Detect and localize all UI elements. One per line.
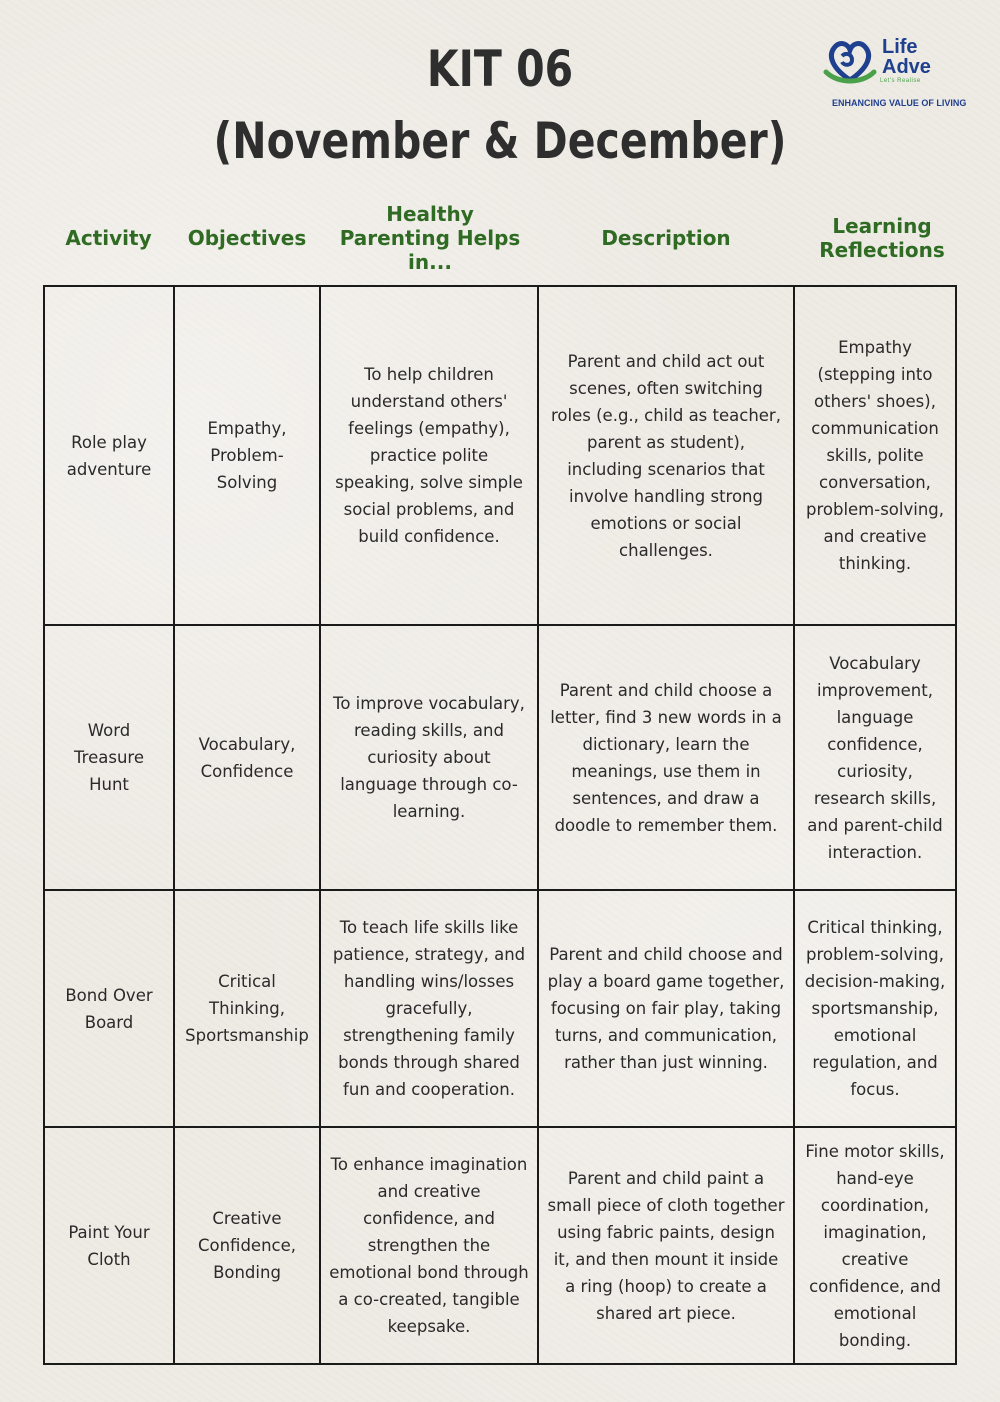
- cell-activity: Bond Over Board: [65, 985, 153, 1032]
- cell-reflections: Vocabulary improvement, language confidence, curiosity, research skills, and parent-child interaction.: [807, 653, 943, 862]
- cell-objectives: Creative Confidence, Bonding: [197, 1209, 297, 1282]
- cell-objectives: Vocabulary, Confidence: [198, 734, 296, 781]
- cell-description: Parent and child choose a letter, find 3 new words in a dictionary, learn the meanings, use them in sentences, and draw a doodle to remember them.: [550, 680, 782, 835]
- page-subtitle: (November & December): [213, 112, 787, 170]
- cell-helps: To teach life skills like patience, strategy, and handling wins/losses gracefully, strengthening family bonds through shared fun and cooperation.: [332, 918, 526, 1099]
- header-objectives: Objectives: [187, 226, 307, 250]
- header-activity: Activity: [65, 226, 152, 250]
- cell-helps: To help children understand others' feelings (empathy), practice polite speaking, solve simple social problems, and build confidence.: [335, 365, 523, 546]
- cell-description: Parent and child act out scenes, often switching roles (e.g., child as teacher, parent as student), including scenarios that involve handling strong emotions or social challenges.: [551, 351, 781, 560]
- brand-logo: [822, 34, 982, 114]
- cell-objectives: Critical Thinking, Sportsmanship: [185, 972, 309, 1045]
- cell-reflections: Critical thinking, problem-solving, decision-making, sportsmanship, emotional regulation, and focus.: [804, 918, 946, 1099]
- logo-text-line1: Life: [882, 36, 918, 58]
- cell-description: Parent and child choose and play a board game together, focusing on fair play, taking turns, and communication, rather than just winning.: [547, 945, 785, 1072]
- page-title: KIT 06: [426, 40, 574, 98]
- cell-reflections: Fine motor skills, hand-eye coordination, imagination, creative confidence, and emotional bonding.: [805, 1141, 945, 1350]
- logo-text-line2: Adve: [882, 56, 931, 78]
- logo-subtitle: ENHANCING VALUE OF LIVING: [832, 98, 967, 108]
- cell-helps: To enhance imagination and creative confidence, and strengthen the emotional bond through a co-created, tangible keepsake.: [329, 1155, 529, 1336]
- cell-helps: To improve vocabulary, reading skills, and curiosity about language through co-learning.: [333, 694, 525, 821]
- header-description: Description: [601, 226, 731, 250]
- header-learning-reflections: Learning Reflections: [819, 214, 945, 262]
- cell-activity: Word Treasure Hunt: [74, 721, 144, 794]
- cell-objectives: Empathy, Problem-Solving: [207, 419, 287, 492]
- heart-hands-icon: [822, 34, 878, 90]
- cell-reflections: Empathy (stepping into others' shoes), communication skills, polite conversation, problem-solving, and creative thinking.: [805, 338, 945, 573]
- header-healthy-parenting: Healthy Parenting Helps in...: [339, 202, 521, 274]
- cell-activity: Role play adventure: [66, 432, 152, 479]
- cell-activity: Paint Your Cloth: [68, 1222, 150, 1269]
- cell-description: Parent and child paint a small piece of cloth together using fabric paints, design it, and then mount it inside a ring (hoop) to create a shared art piece.: [547, 1168, 785, 1323]
- logo-tagline: Let's Realise: [880, 78, 921, 84]
